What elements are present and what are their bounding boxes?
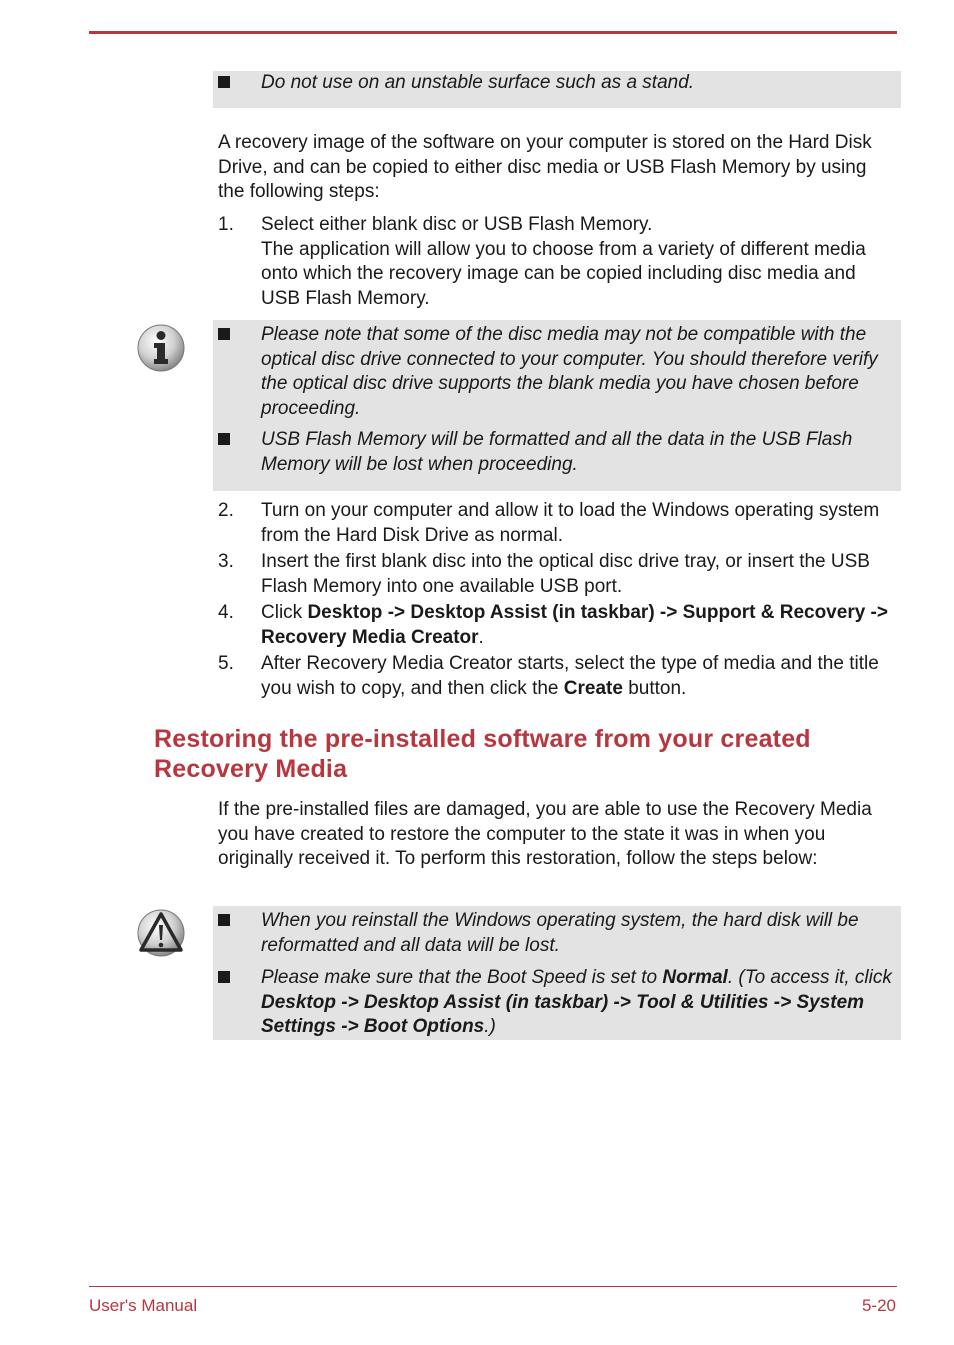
section-paragraph: If the pre-installed files are damaged, you are able to use the Recovery Media you have created to restore the computer to the state it was in when you originally received it. To perform this restoration, follow the steps below:: [218, 799, 872, 869]
footer-title: User's Manual: [89, 1296, 198, 1315]
note-bullet-text: Please note that some of the disc media may not be compatible with the optical disc drive connected to your computer. You should therefore verify the optical disc drive supports the blank media you have chosen before proceeding.: [261, 324, 878, 419]
step-number: 2.: [218, 500, 234, 521]
section-heading: Restoring the pre-installed software from your created Recovery Media: [154, 725, 811, 783]
info-icon: [136, 323, 186, 373]
note-box-top: [213, 71, 901, 108]
step-text: Insert the first blank disc into the optical disc drive tray, or insert the USB Flash Memory into one available USB port.: [261, 551, 870, 597]
step-text: [261, 602, 888, 648]
header-rule: [89, 31, 897, 34]
step-text: [261, 653, 879, 699]
square-bullet-icon: [218, 328, 230, 340]
menu-path: Desktop -> Desktop Assist (in taskbar) -> Tool & Utilities -> System Settings -> Boot Options: [261, 991, 865, 1037]
square-bullet-icon: [218, 914, 230, 926]
step-5: [218, 652, 898, 701]
step-text-plain: Click: [261, 602, 308, 623]
step-text: Select either blank disc or USB Flash Memory.: [261, 214, 653, 235]
note-bullet: [213, 323, 901, 421]
create-button-name: Create: [563, 677, 623, 699]
step-number: 1.: [218, 214, 234, 235]
note-bullet: [213, 71, 893, 96]
note-bullet-text: Do not use on an unstable surface such as a stand.: [261, 72, 695, 93]
step-number: 5.: [218, 653, 234, 674]
step-number: 3.: [218, 551, 234, 572]
step-text-plain: After Recovery Media Creator starts, select the type of media and the title you wish to copy, and then click the: [261, 653, 879, 699]
menu-path: Desktop -> Desktop Assist (in taskbar) -> Support & Recovery -> Recovery Media Creator: [261, 602, 888, 648]
step-number: 4.: [218, 602, 234, 623]
square-bullet-icon: [218, 433, 230, 445]
square-bullet-icon: [218, 76, 230, 88]
step-text: Turn on your computer and allow it to load the Windows operating system from the Hard Disk Drive as normal.: [261, 500, 880, 546]
step-1: [218, 213, 898, 311]
note-text-plain: .): [484, 1016, 496, 1037]
warning-icon: [136, 908, 186, 958]
square-bullet-icon: [218, 971, 230, 983]
step-text-plain: button.: [622, 677, 687, 699]
note-box-warning: [213, 906, 901, 1040]
note-bullet-text: USB Flash Memory will be formatted and all the data in the USB Flash Memory will be lost when proceeding.: [261, 429, 853, 475]
note-text-plain: . (To access it, click: [727, 967, 892, 988]
boot-speed-value: Normal: [662, 967, 728, 988]
note-bullet: [213, 428, 901, 477]
step-3: [218, 550, 898, 599]
note-bullet: [213, 909, 901, 958]
note-box-info: [213, 320, 901, 491]
step-2: [218, 499, 898, 548]
note-bullet-text: [261, 967, 892, 1037]
note-bullet-text: When you reinstall the Windows operating system, the hard disk will be reformatted and all data will be lost.: [261, 910, 859, 956]
note-text-plain: Please make sure that the Boot Speed is set to: [261, 967, 663, 988]
step-detail: The application will allow you to choose from a variety of different media onto which the recovery image can be copied including disc media and USB Flash Memory.: [261, 238, 866, 309]
footer-rule: [89, 1286, 897, 1287]
intro-paragraph: A recovery image of the software on your computer is stored on the Hard Disk Drive, and can be copied to either disc media or USB Flash Memory by using the following steps:: [218, 132, 872, 202]
step-text-plain: .: [478, 626, 484, 648]
step-4: [218, 601, 898, 650]
note-bullet: [213, 966, 901, 1040]
page-number: 5-20: [861, 1296, 896, 1315]
